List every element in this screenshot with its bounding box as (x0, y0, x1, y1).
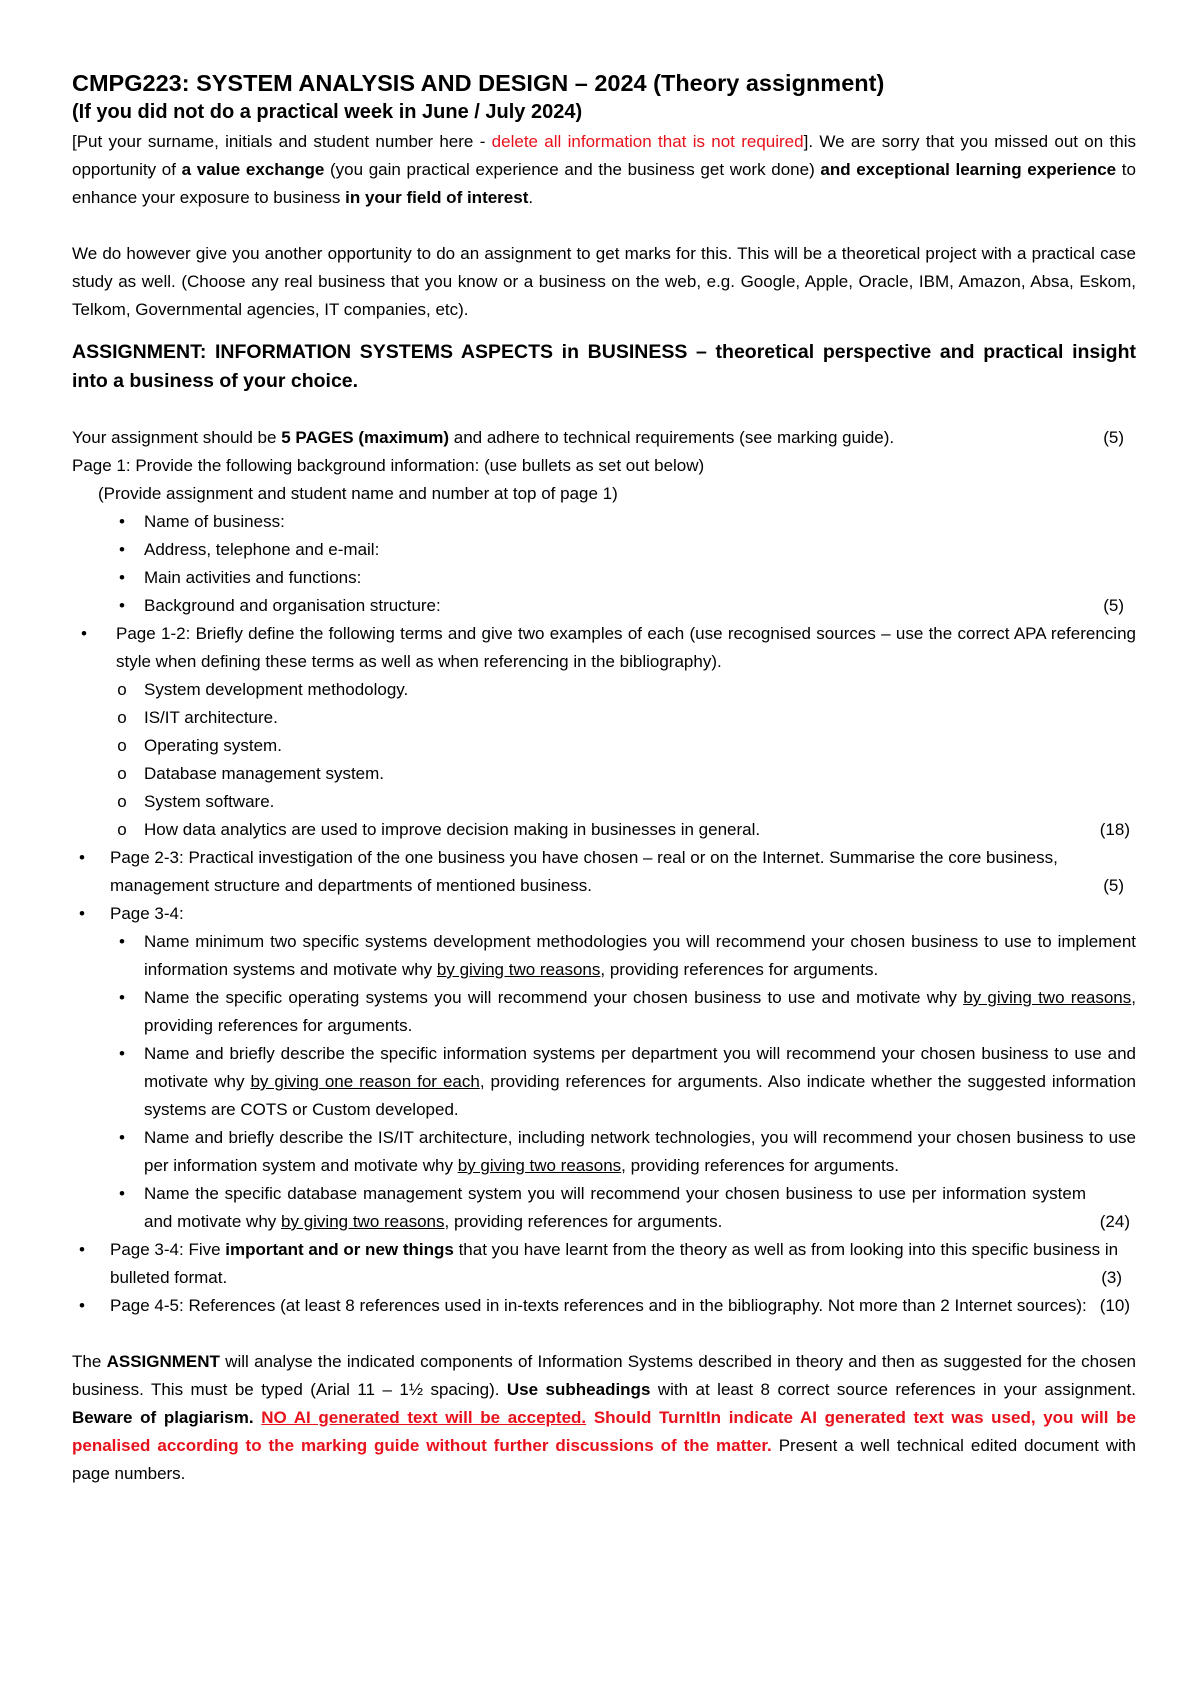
bullet-icon: • (119, 596, 125, 615)
list-item: • Main activities and functions: (72, 564, 1136, 592)
list-item: o Database management system. (72, 760, 1136, 788)
mark-value: (5) (1103, 876, 1124, 895)
list-item: • Name and briefly describe the specific information systems per department you will recommend your chosen business to use and motivate why by giving one reason for each, providing references for arguments. Also indicate whether the suggested information systems are COTS or Custom developed. (72, 1040, 1136, 1124)
bullet-icon: • (119, 988, 125, 1007)
list-item: • Page 3-4: (72, 900, 1136, 928)
length-requirement: Your assignment should be 5 PAGES (maximum) and adhere to technical requirements (see marking guide). (5) (72, 424, 1136, 452)
intro-paragraph: [Put your surname, initials and student number here - delete all information that is not required]. We are sorry that you missed out on this opportunity of a value exchange (you gain practical experience and the business get work done) and exceptional learning experience to enhance your exposure to business in your field of interest. (72, 132, 1136, 207)
list-item: • Page 4-5: References (at least 8 references used in in-texts references and in the bibliography. Not more than 2 Internet sources): (10) (72, 1292, 1136, 1320)
delete-instruction: delete all information that is not required (491, 132, 804, 151)
bullet-icon: • (119, 1044, 125, 1063)
bullet-icon: • (119, 540, 125, 559)
page1-note: (Provide assignment and student name and number at top of page 1) (98, 484, 618, 503)
page1-intro: Page 1: Provide the following background information: (use bullets as set out below) (72, 456, 705, 475)
page-subtitle: (If you did not do a practical week in June / July 2024) (72, 101, 583, 123)
list-item: o Operating system. (72, 732, 1136, 760)
final-sections-list (72, 1236, 1136, 1320)
page12-terms-list (72, 676, 1136, 844)
circle-bullet-icon: o (117, 792, 127, 811)
bullet-icon: • (79, 904, 85, 923)
list-item: • Name the specific operating systems you will recommend your chosen business to use and motivate why by giving two reasons, providing references for arguments. (72, 984, 1136, 1040)
mark-value: (3) (1101, 1268, 1122, 1287)
turnitin-warning: Should TurnItIn indicate AI generated text was used, you will be penalised according to the marking guide without further discussions of the matter. (72, 1408, 1136, 1455)
list-item: • Page 3-4: Five important and or new things that you have learnt from the theory as well as from looking into this specific business in bulleted format. (3) (72, 1236, 1136, 1292)
bullet-icon: • (119, 932, 125, 951)
bullet-icon: • (79, 1240, 85, 1259)
opportunity-paragraph: We do however give you another opportunity to do an assignment to get marks for this. This will be a theoretical project with a practical case study as well. (Choose any real business that you know or a business on the web, e.g. Google, Apple, Oracle, IBM, Amazon, Absa, Eskom, Telkom, Governmental agencies, IT companies, etc). (72, 244, 1136, 319)
bullet-icon: • (79, 1296, 85, 1315)
bullet-icon: • (119, 1128, 125, 1147)
page34-list (72, 928, 1136, 1236)
list-item: o System software. (72, 788, 1136, 816)
list-item: • Name minimum two specific systems development methodologies you will recommend your chosen business to use to implement information systems and motivate why by giving two reasons, providing references for arguments. (72, 928, 1136, 984)
assignment-heading: ASSIGNMENT: INFORMATION SYSTEMS ASPECTS in BUSINESS – theoretical perspective and practical insight into a business of your choice. (72, 341, 1136, 392)
list-item: • Background and organisation structure: (5) (72, 592, 1136, 620)
page-title: CMPG223: SYSTEM ANALYSIS AND DESIGN – 2024 (Theory assignment) (72, 70, 885, 96)
page1-list (72, 508, 1136, 620)
list-item: • Page 2-3: Practical investigation of the one business you have chosen – real or on the Internet. Summarise the core business, management structure and departments of mentioned business. (5) (72, 844, 1136, 900)
bullet-icon: • (119, 512, 125, 531)
circle-bullet-icon: o (117, 820, 127, 839)
list-item: • Name of business: (72, 508, 1136, 536)
list-item: • Name the specific database management system you will recommend your chosen business to use per information system and motivate why by giving two reasons, providing references for arguments. (24) (72, 1180, 1136, 1236)
mark-value: (18) (1099, 820, 1130, 839)
list-item: • Page 1-2: Briefly define the following terms and give two examples of each (use recognised sources – use the correct APA referencing style when defining these terms as well as when referencing in the bibliography). (72, 620, 1136, 676)
mark-value: (5) (1103, 428, 1124, 447)
list-item: • Address, telephone and e-mail: (72, 536, 1136, 564)
circle-bullet-icon: o (117, 736, 127, 755)
mark-value: (10) (1099, 1296, 1130, 1315)
bullet-icon: • (81, 624, 87, 643)
page-sections-list (72, 844, 1136, 928)
closing-paragraph: The ASSIGNMENT will analyse the indicated components of Information Systems described in theory and then as suggested for the chosen business. This must be typed (Arial 11 – 1½ spacing). Use subheadings with at least 8 correct source references in your assignment. Beware of plagiarism. NO AI generated text will be accepted. Should TurnItIn indicate AI generated text was used, you will be penalised according to the marking guide without further discussions of the matter. Present a well technical edited document with page numbers. (72, 1352, 1136, 1483)
list-item: o System development methodology. (72, 676, 1136, 704)
list-item: • Name and briefly describe the IS/IT architecture, including network technologies, you will recommend your chosen business to use per information system and motivate why by giving two reasons, providing references for arguments. (72, 1124, 1136, 1180)
mark-value: (24) (1099, 1212, 1130, 1231)
page12-list (72, 620, 1136, 676)
list-item: o IS/IT architecture. (72, 704, 1136, 732)
circle-bullet-icon: o (117, 680, 127, 699)
bullet-icon: • (119, 1184, 125, 1203)
bullet-icon: • (79, 848, 85, 867)
circle-bullet-icon: o (117, 764, 127, 783)
circle-bullet-icon: o (117, 708, 127, 727)
bullet-icon: • (119, 568, 125, 587)
ai-warning: NO AI generated text will be accepted. (261, 1408, 587, 1427)
list-item: o How data analytics are used to improve decision making in businesses in general. (18) (72, 816, 1136, 844)
mark-value: (5) (1103, 596, 1124, 615)
